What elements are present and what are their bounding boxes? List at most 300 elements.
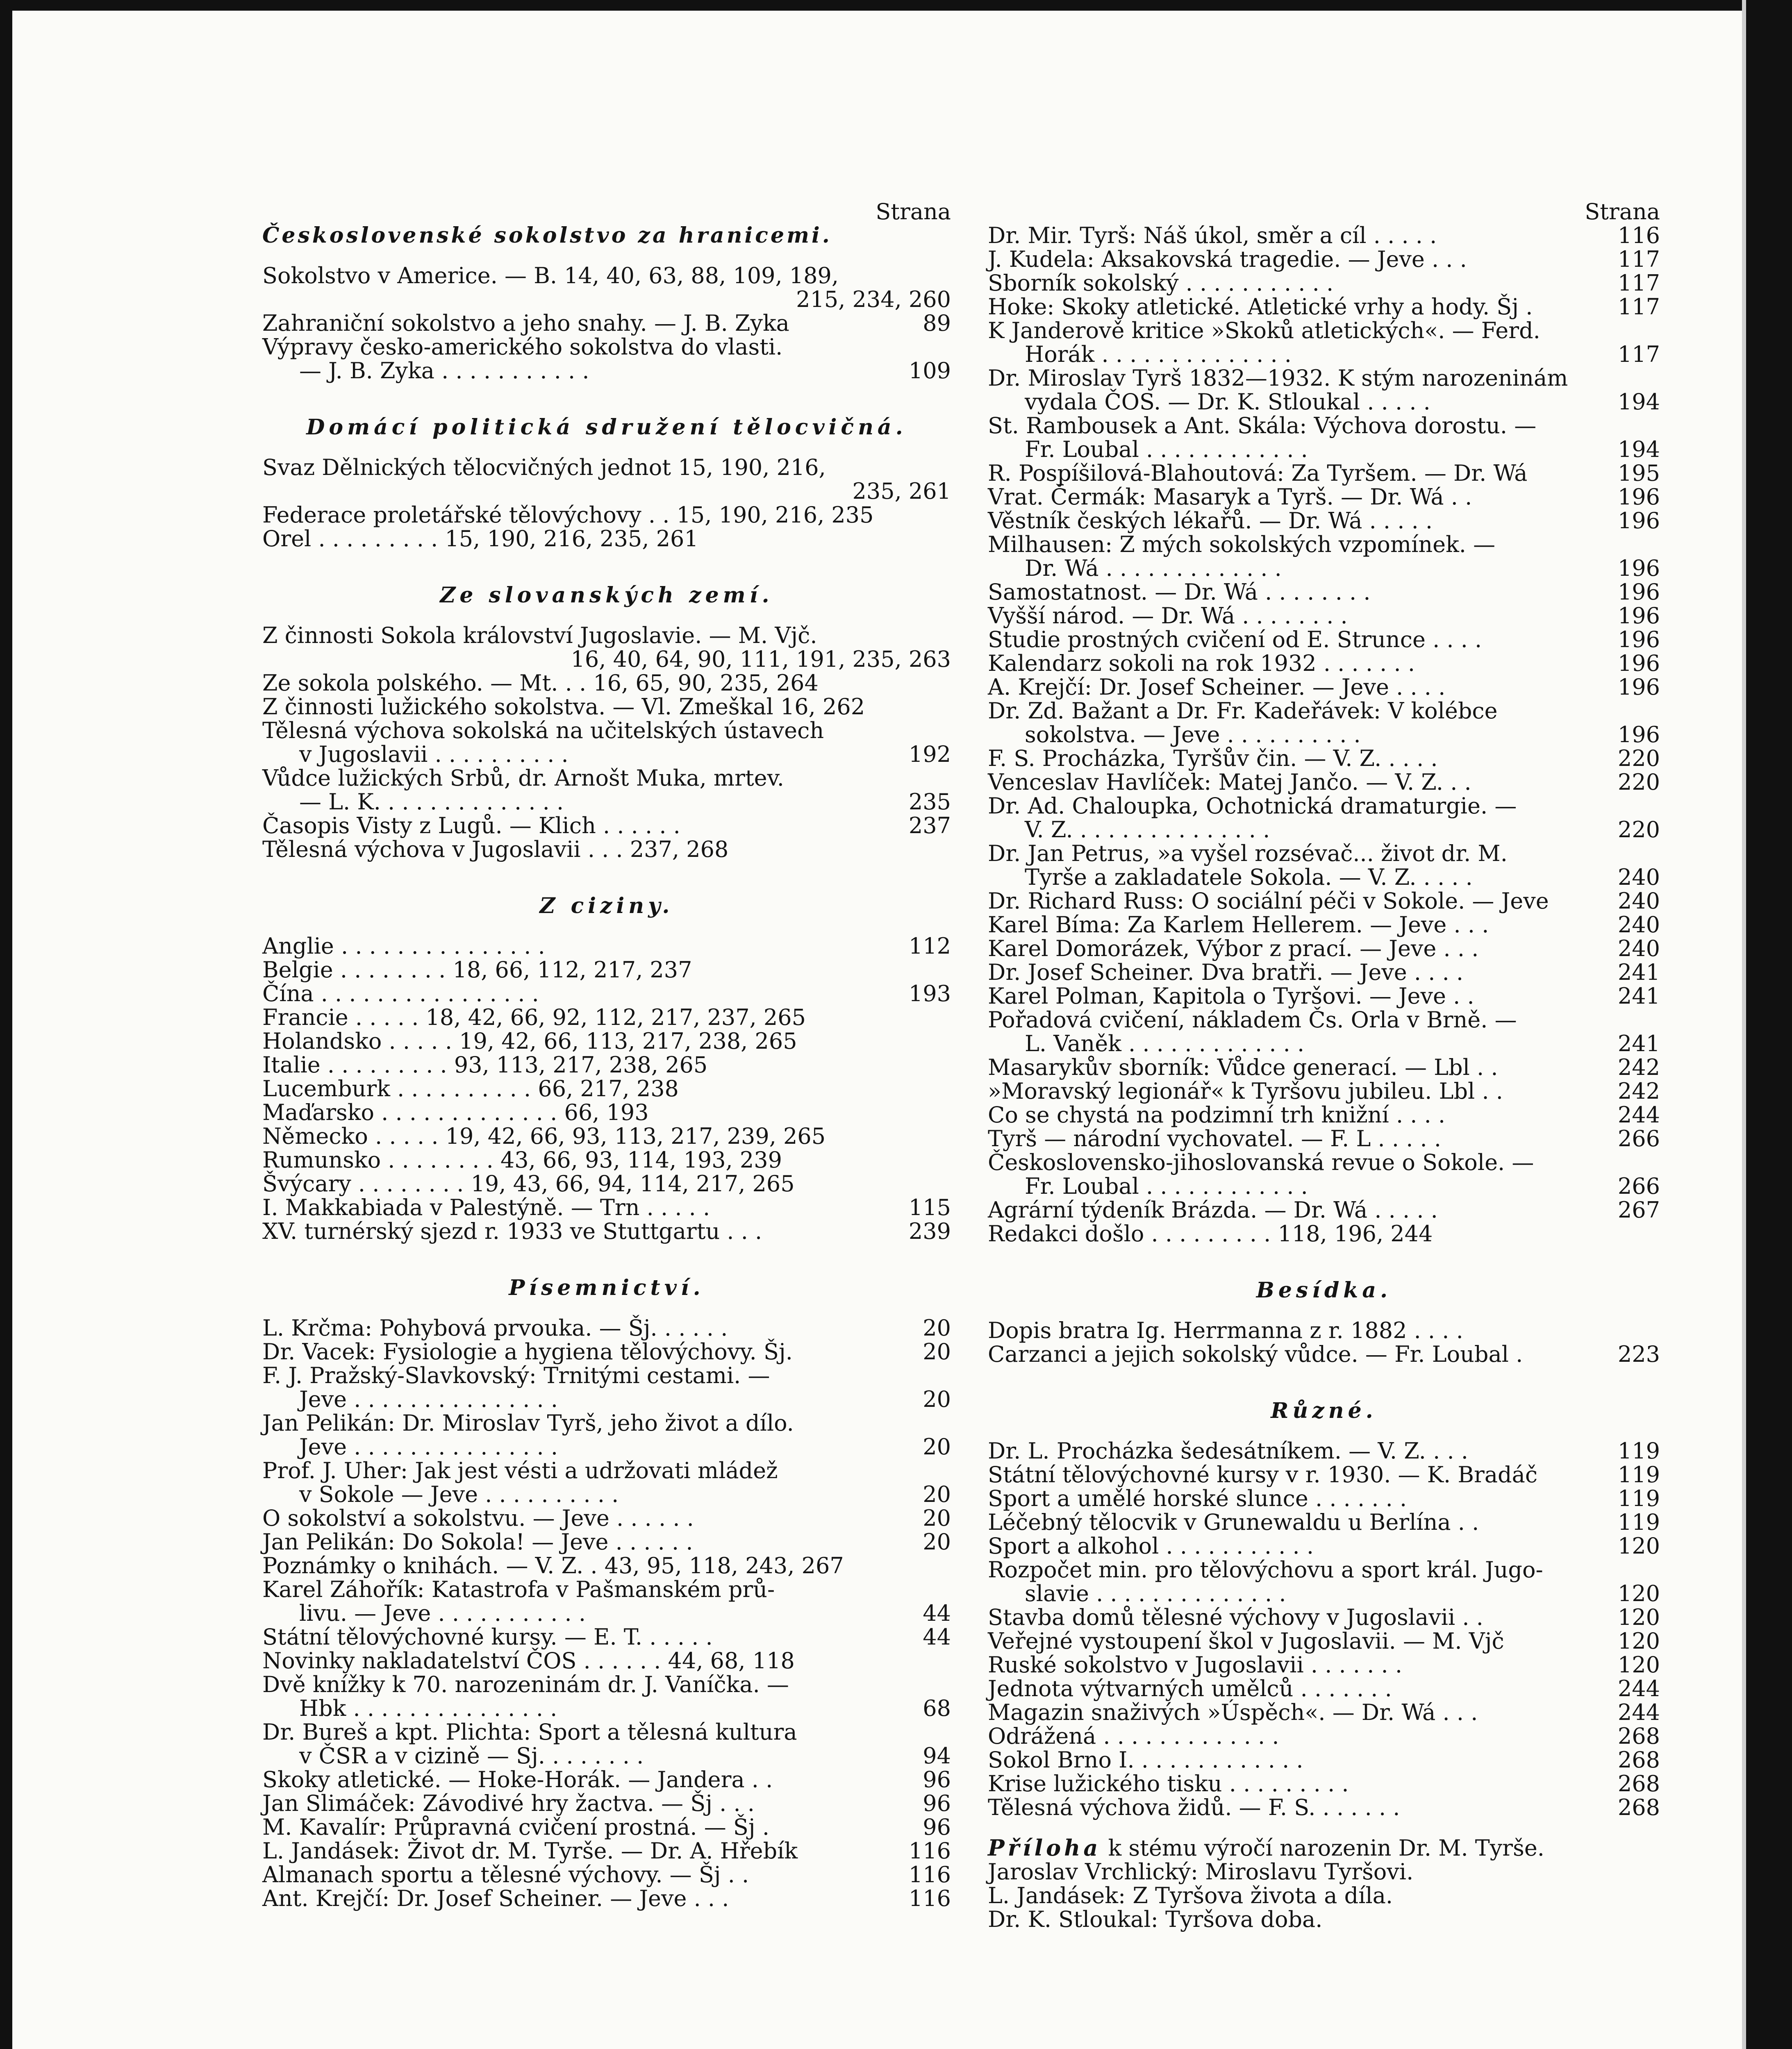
entry-text: Vůdce lužických Srbů, dr. Arnošt Muka, mrtev. (262, 765, 784, 791)
entry-page-number: 20 (923, 1339, 951, 1365)
index-entry (262, 1196, 951, 1220)
index-entry (988, 1677, 1660, 1701)
index-entry (262, 1792, 951, 1815)
entry-text: sokolstva. — Jeve . . . . . . . . . . (1025, 722, 1361, 747)
index-entry (988, 1008, 1660, 1032)
scan-border-right-edge (1742, 0, 1746, 2049)
entry-text: Maďarsko . . . . . . . . . . . . . 66, 193 (262, 1099, 649, 1125)
entry-text: Agrární týdeník Brázda. — Dr. Wá . . . . . (988, 1197, 1438, 1223)
priloha-item-text: Dr. K. Stloukal: Tyršova doba. (988, 1906, 1323, 1932)
index-entry (262, 1435, 951, 1459)
entry-page-number: 220 (1617, 745, 1660, 771)
entry-page-number: 196 (1617, 484, 1660, 510)
entry-text: Odrážená . . . . . . . . . . . . . (988, 1723, 1279, 1749)
entry-page-number: 240 (1617, 864, 1660, 890)
entry-page-number: 242 (1617, 1078, 1660, 1104)
index-entry (988, 271, 1660, 295)
index-entry (988, 366, 1660, 390)
index-entry (262, 359, 951, 383)
index-entry (262, 1744, 951, 1768)
entry-text: Tělesná výchova sokolská na učitelských ústavech (262, 718, 824, 743)
index-entry (262, 264, 951, 288)
entry-text: Svaz Dělnických tělocvičných jednot 15, 190, 216, (262, 454, 826, 480)
index-entry (988, 224, 1660, 248)
entry-page-number: 266 (1617, 1126, 1660, 1152)
scan-border-top (0, 0, 1792, 11)
entry-text: Lucemburk . . . . . . . . . . 66, 217, 238 (262, 1076, 679, 1102)
section-heading: Besídka. (1256, 1278, 1392, 1303)
section-heading: Různé. (1271, 1398, 1377, 1423)
entry-text: Z činnosti lužického sokolstva. — Vl. Zmeškal 16, 262 (262, 694, 865, 720)
entry-page-number: 266 (1617, 1173, 1660, 1199)
entry-text: Hbk . . . . . . . . . . . . . . . (299, 1695, 557, 1721)
index-entry (262, 1887, 951, 1910)
index-entry (988, 1606, 1660, 1629)
index-entry (262, 1148, 951, 1172)
index-entry (262, 814, 951, 838)
index-entry (262, 1815, 951, 1839)
index-entry (262, 647, 951, 671)
entry-text: Jeve . . . . . . . . . . . . . . . (299, 1386, 558, 1412)
index-entry (988, 1319, 1660, 1343)
index-entry (988, 1748, 1660, 1772)
index-entry (262, 456, 951, 479)
index-entry (988, 1151, 1660, 1174)
index-entry (988, 984, 1660, 1008)
index-entry (988, 533, 1660, 557)
index-entry (262, 1220, 951, 1243)
index-entry (988, 1103, 1660, 1127)
index-entry (988, 1534, 1660, 1558)
entry-text: Rumunsko . . . . . . . . 43, 66, 93, 114, 193, 239 (262, 1147, 782, 1173)
entry-text: vydala ČOS. — Dr. K. Stloukal . . . . . (1025, 389, 1430, 415)
index-entry (262, 527, 951, 551)
index-entry (262, 1316, 951, 1340)
entry-page-number: 116 (908, 1885, 951, 1911)
index-entry (262, 743, 951, 766)
entry-text: slavie . . . . . . . . . . . . . . (1025, 1581, 1286, 1606)
entry-page-number: 196 (1617, 674, 1660, 700)
entry-text: Dr. Jan Petrus, »a vyšel rozsévač... život dr. M. (988, 840, 1508, 866)
index-entry (262, 1340, 951, 1364)
entry-text: Anglie . . . . . . . . . . . . . . . (262, 933, 545, 959)
entry-page-number: 20 (923, 1505, 951, 1531)
section-heading: Písemnictví. (509, 1275, 705, 1300)
index-entry (262, 1720, 951, 1744)
entry-page-number: 119 (1617, 1462, 1660, 1488)
index-entry (988, 961, 1660, 984)
entry-text: Dr. L. Procházka šedesátníkem. — V. Z. . . . (988, 1438, 1468, 1464)
entry-page-number: 268 (1617, 1771, 1660, 1797)
entry-page-number: 220 (1617, 817, 1660, 843)
entry-text: Hoke: Skoky atletické. Atletické vrhy a hody. Šj . (988, 294, 1533, 320)
entry-text: Karel Domorázek, Výbor z prací. — Jeve . . . (988, 936, 1479, 961)
scan-border-left (0, 0, 12, 2049)
entry-page-number: 237 (908, 813, 951, 838)
index-entry (988, 390, 1660, 414)
index-entry (988, 723, 1660, 747)
entry-text: M. Kavalír: Průpravná cvičení prostná. — Šj . (262, 1814, 769, 1840)
index-entry (988, 1127, 1660, 1151)
priloha-item (988, 1884, 1660, 1908)
entry-text: I. Makkabiada v Palestýně. — Trn . . . . . (262, 1195, 710, 1220)
index-entry (262, 479, 951, 503)
entry-page-number: 193 (908, 981, 951, 1006)
entry-text: Horák . . . . . . . . . . . . . . (1025, 341, 1292, 367)
index-entry (262, 790, 951, 814)
entry-text: XV. turnérský sjezd r. 1933 ve Stuttgartu . . . (262, 1218, 762, 1244)
index-entry (262, 624, 951, 647)
entry-page-number: 117 (1617, 246, 1660, 272)
index-entry (262, 1554, 951, 1578)
index-entry (988, 580, 1660, 604)
entry-page-number: 220 (1617, 769, 1660, 795)
priloha-item (988, 1860, 1660, 1884)
entry-text: Studie prostných cvičení od E. Strunce . . . . (988, 627, 1482, 652)
entry-text: Orel . . . . . . . . . 15, 190, 216, 235, 261 (262, 526, 698, 552)
index-entry (988, 485, 1660, 509)
entry-page-number: 120 (1617, 1652, 1660, 1678)
entry-text: Jan Pelikán: Do Sokola! — Jeve . . . . . . (262, 1529, 693, 1555)
entry-page-number: 241 (1617, 1031, 1660, 1056)
entry-text: V. Z. . . . . . . . . . . . . . . (1025, 817, 1270, 843)
entry-text: Dr. Ad. Chaloupka, Ochotnická dramaturgie. — (988, 793, 1517, 819)
left-column (262, 200, 951, 1910)
priloha-item (988, 1908, 1660, 1931)
entry-text: Belgie . . . . . . . . 18, 66, 112, 217, 237 (262, 957, 692, 983)
entry-text: L. Vaněk . . . . . . . . . . . . . (1025, 1031, 1305, 1056)
entry-page-number: 194 (1617, 436, 1660, 462)
index-entry (262, 1006, 951, 1029)
entry-text: Tyrše a zakladatele Sokola. — V. Z. . . . . (1025, 864, 1473, 890)
entry-text: 16, 40, 64, 90, 111, 191, 235, 263 (571, 646, 951, 672)
index-entry (988, 699, 1660, 723)
entry-text: Vyšší národ. — Dr. Wá . . . . . . . . (988, 603, 1348, 629)
index-entry (988, 1222, 1660, 1246)
entry-text: v ČSR a v cizině — Sj. . . . . . . . (299, 1743, 644, 1769)
index-entry (262, 288, 951, 311)
entry-page-number: 96 (923, 1814, 951, 1840)
index-entry (262, 1530, 951, 1554)
entry-page-number: 117 (1617, 341, 1660, 367)
entry-text: Tělesná výchova v Jugoslavii . . . 237, 268 (262, 836, 729, 862)
entry-page-number: 120 (1617, 1604, 1660, 1630)
entry-page-number: 240 (1617, 912, 1660, 938)
index-entry (988, 818, 1660, 842)
entry-page-number: 94 (923, 1743, 951, 1769)
entry-page-number: 68 (923, 1695, 951, 1721)
entry-page-number: 116 (1617, 223, 1660, 248)
index-entry (988, 1629, 1660, 1653)
entry-page-number: 20 (923, 1434, 951, 1460)
entry-page-number: 244 (1617, 1102, 1660, 1128)
index-entry (262, 1768, 951, 1792)
entry-text: Poznámky o knihách. — V. Z. . 43, 95, 118, 243, 267 (262, 1553, 844, 1579)
index-entry (988, 1174, 1660, 1198)
index-entry (262, 335, 951, 359)
index-entry (262, 982, 951, 1006)
entry-text: Almanach sportu a tělesné výchovy. — Šj . . (262, 1862, 749, 1888)
index-entry (988, 1463, 1660, 1487)
entry-text: Dr. Miroslav Tyrš 1832—1932. K stým narozeninám (988, 365, 1568, 391)
index-entry (988, 1056, 1660, 1079)
entry-text: Francie . . . . . 18, 42, 66, 92, 112, 217, 237, 265 (262, 1004, 806, 1030)
entry-text: v Jugoslavii . . . . . . . . . . (299, 741, 569, 767)
entry-text: Karel Bíma: Za Karlem Hellerem. — Jeve . . . (988, 912, 1489, 938)
entry-text: Magazin snaživých »Úspěch«. — Dr. Wá . . . (988, 1699, 1478, 1725)
index-entry (262, 1483, 951, 1506)
entry-text: Z činnosti Sokola království Jugoslavie. — M. Vjč. (262, 622, 817, 648)
entry-page-number: 268 (1617, 1747, 1660, 1773)
entry-page-number: 109 (908, 358, 951, 384)
entry-text: Redakci došlo . . . . . . . . . 118, 196, 244 (988, 1221, 1433, 1247)
entry-text: Zahraniční sokolstvo a jeho snahy. — J. B. Zyka (262, 310, 789, 336)
index-entry (988, 1343, 1660, 1366)
entry-text: Holandsko . . . . . 19, 42, 66, 113, 217, 238, 265 (262, 1028, 797, 1054)
entry-text: Dr. Zd. Bažant a Dr. Fr. Kadeřávek: V kolébce (988, 698, 1498, 724)
entry-text: Dr. Bureš a kpt. Plichta: Sport a tělesná kultura (262, 1719, 797, 1745)
index-entry (988, 319, 1660, 343)
section-heading: Československé sokolstvo za hranicemi. (262, 223, 832, 248)
index-entry (988, 794, 1660, 818)
entry-page-number: 195 (1617, 460, 1660, 486)
entry-text: Léčebný tělocvik v Grunewaldu u Berlína . . (988, 1509, 1479, 1535)
index-entry (988, 509, 1660, 533)
index-entry (988, 1582, 1660, 1606)
index-entry (262, 1625, 951, 1649)
index-entry (262, 1053, 951, 1077)
entry-text: Krise lužického tisku . . . . . . . . . (988, 1771, 1349, 1797)
index-entry (262, 311, 951, 335)
index-entry (262, 934, 951, 958)
index-entry (988, 628, 1660, 652)
index-entry (988, 1772, 1660, 1796)
index-entry (262, 695, 951, 719)
entry-page-number: 240 (1617, 888, 1660, 914)
entry-text: Karel Polman, Kapitola o Tyršovi. — Jeve . . (988, 983, 1474, 1009)
entry-page-number: 115 (908, 1195, 951, 1220)
entry-text: Co se chystá na podzimní trh knižní . . . . (988, 1102, 1446, 1128)
entry-text: Jednota výtvarných umělců . . . . . . . (988, 1676, 1392, 1701)
entry-text: Skoky atletické. — Hoke-Horák. — Jandera . . (262, 1767, 773, 1792)
entry-text: F. J. Pražský-Slavkovský: Trnitými cestami. — (262, 1363, 770, 1388)
entry-text: Vrat. Čermák: Masaryk a Tyrš. — Dr. Wá . . (988, 484, 1472, 510)
index-entry (262, 1673, 951, 1697)
index-entry (262, 1839, 951, 1863)
index-entry (988, 1079, 1660, 1103)
index-entry (988, 889, 1660, 913)
entry-page-number: 196 (1617, 603, 1660, 629)
entry-text: Dr. Vacek: Fysiologie a hygiena tělovýchovy. Šj. (262, 1339, 793, 1365)
entry-text: Sborník sokolský . . . . . . . . . . . (988, 270, 1334, 296)
entry-text: Československo-jihoslovanská revue o Sokole. — (988, 1149, 1534, 1175)
index-entry (262, 838, 951, 861)
index-entry (988, 1511, 1660, 1534)
index-entry (988, 747, 1660, 770)
index-entry (988, 557, 1660, 580)
entry-page-number: 196 (1617, 508, 1660, 534)
index-entry (262, 1506, 951, 1530)
entry-text: Rozpočet min. pro tělovýchovu a sport král. Jugo- (988, 1557, 1543, 1583)
entry-page-number: 20 (923, 1481, 951, 1507)
index-entry (988, 1653, 1660, 1677)
entry-text: Samostatnost. — Dr. Wá . . . . . . . . (988, 579, 1371, 605)
entry-text: Fr. Loubal . . . . . . . . . . . . (1025, 1173, 1308, 1199)
entry-text: Prof. J. Uher: Jak jest vésti a udržovati mládež (262, 1458, 778, 1483)
entry-page-number: 196 (1617, 627, 1660, 652)
entry-text: »Moravský legionář« k Tyršovu jubileu. Lbl . . (988, 1078, 1503, 1104)
entry-page-number: 119 (1617, 1509, 1660, 1535)
entry-text: Dr. Wá . . . . . . . . . . . . . (1025, 555, 1282, 581)
index-entry (988, 1198, 1660, 1222)
index-entry (988, 604, 1660, 628)
priloha-intro (988, 1836, 1660, 1860)
index-entry (988, 248, 1660, 271)
section-heading: Z ciziny. (539, 893, 674, 918)
entry-text: Masarykův sborník: Vůdce generací. — Lbl . . (988, 1054, 1498, 1080)
entry-page-number: 120 (1617, 1533, 1660, 1559)
entry-page-number: 240 (1617, 936, 1660, 961)
entry-text: — J. B. Zyka . . . . . . . . . . . (299, 358, 589, 384)
entry-text: Jeve . . . . . . . . . . . . . . . (299, 1434, 558, 1460)
entry-page-number: 117 (1617, 294, 1660, 320)
entry-page-number: 196 (1617, 650, 1660, 676)
index-entry (262, 1172, 951, 1196)
scan-border-right (1746, 0, 1792, 2049)
entry-text: Věstník českých lékařů. — Dr. Wá . . . . . (988, 508, 1433, 534)
entry-page-number: 112 (908, 933, 951, 959)
entry-text: Státní tělovýchovné kursy v r. 1930. — K. Bradáč (988, 1462, 1538, 1488)
index-entry (262, 1124, 951, 1148)
entry-text: O sokolství a sokolstvu. — Jeve . . . . . . (262, 1505, 694, 1531)
entry-text: Sport a alkohol . . . . . . . . . . . (988, 1533, 1314, 1559)
index-entry (262, 671, 951, 695)
entry-text: Venceslav Havlíček: Matej Jančo. — V. Z. . . (988, 769, 1471, 795)
entry-page-number: 223 (1617, 1341, 1660, 1367)
index-entry (988, 770, 1660, 794)
entry-page-number: 96 (923, 1767, 951, 1792)
index-entry (262, 1697, 951, 1720)
entry-page-number: 44 (923, 1624, 951, 1650)
entry-page-number: 194 (1617, 389, 1660, 415)
index-entry (262, 1077, 951, 1101)
index-entry (988, 343, 1660, 366)
index-entry (262, 766, 951, 790)
entry-page-number: 119 (1617, 1486, 1660, 1511)
entry-page-number: 117 (1617, 270, 1660, 296)
entry-text: K Janderově kritice »Skoků atletických«. — Ferd. (988, 318, 1540, 343)
entry-text: Tyrš — národní vychovatel. — F. L . . . . . (988, 1126, 1442, 1152)
entry-page-number: 239 (908, 1218, 951, 1244)
entry-page-number: 116 (908, 1838, 951, 1864)
index-entry (988, 1558, 1660, 1582)
entry-text: Veřejné vystoupení škol v Jugoslavii. — M. Vjč (988, 1628, 1504, 1654)
entry-text: — L. K. . . . . . . . . . . . . . (299, 789, 564, 815)
entry-text: Dvě knížky k 70. narozeninám dr. J. Vaníčka. — (262, 1672, 789, 1697)
entry-page-number: 267 (1617, 1197, 1660, 1223)
index-entry (262, 1029, 951, 1053)
entry-text: R. Pospíšilová-Blahoutová: Za Tyršem. — Dr. Wá (988, 460, 1528, 486)
index-entry (988, 414, 1660, 438)
entry-text: Carzanci a jejich sokolský vůdce. — Fr. Loubal . (988, 1341, 1523, 1367)
entry-text: Milhausen: Z mých sokolských vzpomínek. — (988, 532, 1496, 557)
priloha-item-text: L. Jandásek: Z Tyršova života a díla. (988, 1883, 1393, 1908)
index-entry (262, 1364, 951, 1388)
entry-text: Tělesná výchova židů. — F. S. . . . . . . (988, 1795, 1400, 1820)
entry-text: Ant. Krejčí: Dr. Josef Scheiner. — Jeve . . . (262, 1885, 729, 1911)
index-entry (988, 842, 1660, 865)
entry-text: Novinky nakladatelství ČOS . . . . . . 44, 68, 118 (262, 1648, 795, 1674)
entry-page-number: 196 (1617, 722, 1660, 747)
entry-text: 235, 261 (852, 478, 951, 504)
entry-page-number: 20 (923, 1386, 951, 1412)
index-entry (262, 958, 951, 982)
entry-text: A. Krejčí: Dr. Josef Scheiner. — Jeve . . . . (988, 674, 1446, 700)
index-entry (262, 719, 951, 743)
entry-page-number: 20 (923, 1529, 951, 1555)
entry-text: L. Jandásek: Život dr. M. Tyrše. — Dr. A. Hřebík (262, 1838, 798, 1864)
entry-text: Sokolstvo v Americe. — B. 14, 40, 63, 88, 109, 189, (262, 263, 839, 288)
entry-page-number: 235 (908, 789, 951, 815)
index-entry (988, 913, 1660, 937)
priloha-intro-text (988, 1836, 1660, 1860)
index-entry (988, 652, 1660, 675)
entry-text: Čína . . . . . . . . . . . . . . . . (262, 981, 539, 1006)
entry-page-number: 96 (923, 1790, 951, 1816)
entry-page-number: 44 (923, 1600, 951, 1626)
entry-page-number: 196 (1617, 555, 1660, 581)
entry-page-number: 119 (1617, 1438, 1660, 1464)
entry-text: Časopis Visty z Lugů. — Klich . . . . . . (262, 813, 680, 838)
entry-page-number: 241 (1617, 959, 1660, 985)
entry-text: St. Rambousek a Ant. Skála: Výchova dorostu. — (988, 413, 1537, 438)
entry-text: livu. — Jeve . . . . . . . . . . . (299, 1600, 586, 1626)
index-entry (988, 461, 1660, 485)
entry-text: v Sokole — Jeve . . . . . . . . . . (299, 1481, 619, 1507)
entry-text: Stavba domů tělesné výchovy v Jugoslavii . . (988, 1604, 1483, 1630)
strana-label-left: Strana (876, 199, 951, 225)
index-entry (988, 937, 1660, 961)
index-entry (262, 1459, 951, 1483)
entry-page-number: 20 (923, 1315, 951, 1341)
entry-text: Výpravy česko-amerického sokolstva do vlasti. (262, 334, 783, 360)
entry-page-number: 89 (923, 310, 951, 336)
index-entry (988, 1439, 1660, 1463)
priloha-title: Příloha (988, 1835, 1101, 1861)
entry-text: Italie . . . . . . . . . 93, 113, 217, 238, 265 (262, 1052, 708, 1078)
index-entry (262, 1388, 951, 1411)
index-entry (988, 438, 1660, 461)
entry-text: Dr. Josef Scheiner. Dva bratři. — Jeve . . . . (988, 959, 1464, 985)
entry-page-number: 241 (1617, 983, 1660, 1009)
entry-text: Dopis bratra Ig. Herrmanna z r. 1882 . . . . (988, 1318, 1463, 1343)
entry-text: Dr. Richard Russ: O sociální péči v Sokole. — Jeve (988, 888, 1549, 914)
entry-text: Pořadová cvičení, nákladem Čs. Orla v Brně. — (988, 1007, 1517, 1033)
entry-text: J. Kudela: Aksakovská tragedie. — Jeve . . . (988, 246, 1467, 272)
index-entry (262, 503, 951, 527)
entry-text: Ruské sokolstvo v Jugoslavii . . . . . . . (988, 1652, 1403, 1678)
entry-page-number: 120 (1617, 1581, 1660, 1606)
entry-text: F. S. Procházka, Tyršův čin. — V. Z. . . . . (988, 745, 1438, 771)
section-heading: Ze slovanských zemí. (440, 583, 773, 608)
index-entry (988, 865, 1660, 889)
index-entry (988, 1796, 1660, 1820)
entry-text: Karel Záhořík: Katastrofa v Pašmanském prů- (262, 1577, 775, 1602)
index-entry (262, 1649, 951, 1673)
spacer (988, 1820, 1660, 1836)
index-entry (988, 1487, 1660, 1511)
index-entry (988, 1701, 1660, 1724)
